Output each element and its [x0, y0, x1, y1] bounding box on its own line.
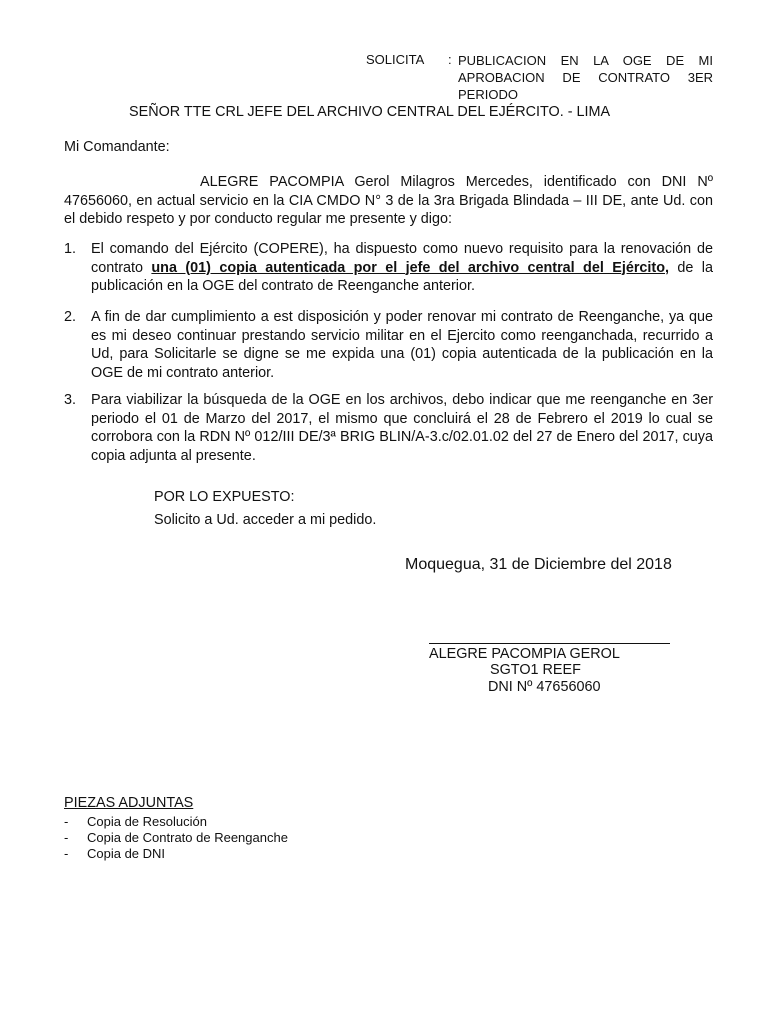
attachment-label: Copia de DNI	[87, 846, 166, 861]
item-number: 1.	[64, 241, 77, 257]
list-item: Para viabilizar la búsqueda de la OGE en los archivos, debo indicar que me reenganche en 3er periodo el 01 de Marzo del 2017, el mismo que concluirá el 28 de Febrero el 2019 lo cual se corrobora con la RDN Nº 012/III DE/3ª BRIG BLIN/A-3.c/02.01.02 del 27 de Enero del 2017, cuya copia adjunta al presente.	[91, 392, 713, 464]
attachment-item	[64, 830, 288, 846]
item-number: 2.	[64, 309, 77, 325]
subject-text: PUBLICACION EN LA OGE DE MI APROBACION DE CONTRATO 3ER PERIODO	[458, 53, 713, 102]
subject-label: SOLICITA	[366, 52, 425, 67]
attachment-bullet: -	[64, 830, 69, 845]
item-text-emphasis: una (01) copia autenticada por el jefe del archivo central del Ejército,	[151, 259, 670, 276]
signature-line	[429, 643, 670, 644]
attachment-label: Copia de Resolución	[87, 814, 207, 829]
salutation: Mi Comandante:	[64, 139, 170, 155]
item-text-before: El comando del Ejército (COPERE), ha dispuesto como nuevo requisito para la renovación de contrato	[91, 241, 713, 276]
signature-name: ALEGRE PACOMPIA GEROL	[429, 646, 620, 662]
closing-heading: POR LO EXPUESTO:	[154, 489, 295, 505]
place-date: Moquegua, 31 de Diciembre del 2018	[405, 556, 672, 573]
intro-paragraph: ALEGRE PACOMPIA Gerol Milagros Mercedes, identificado con DNI Nº 47656060, en actual servicio en la CIA CMDO N° 3 de la 3ra Brigada Blindada – III DE, ante Ud. con el debido respeto y por conducto regular me presente y digo:	[64, 174, 713, 227]
list-item	[91, 240, 713, 296]
list-item: A fin de dar cumplimiento a est disposición y poder renovar mi contrato de Reenganche, ya que es mi deseo continuar prestando servicio militar en el Ejercito como reenganchada, recurrido a Ud, para Solicitarle se digne se me expida una (01) copia autenticada de la publicación en la OGE de mi contrato anterior.	[91, 309, 713, 381]
item-number: 3.	[64, 392, 77, 408]
signature-dni: DNI Nº 47656060	[488, 679, 601, 695]
closing-request: Solicito a Ud. acceder a mi pedido.	[154, 512, 377, 528]
attachment-item	[64, 846, 288, 862]
addressee: SEÑOR TTE CRL JEFE DEL ARCHIVO CENTRAL DEL EJÉRCITO. - LIMA	[129, 104, 611, 120]
attachments-list	[64, 814, 288, 862]
attachment-label: Copia de Contrato de Reenganche	[87, 830, 288, 845]
attachment-bullet: -	[64, 814, 69, 829]
subject-colon: :	[448, 52, 452, 67]
attachment-bullet: -	[64, 846, 69, 861]
attachment-item	[64, 814, 288, 830]
item-text-after: de la publicación en la OGE del contrato de Reenganche anterior.	[91, 259, 713, 294]
attachments-title: PIEZAS ADJUNTAS	[64, 795, 194, 811]
signature-rank: SGTO1 REEF	[490, 662, 581, 678]
